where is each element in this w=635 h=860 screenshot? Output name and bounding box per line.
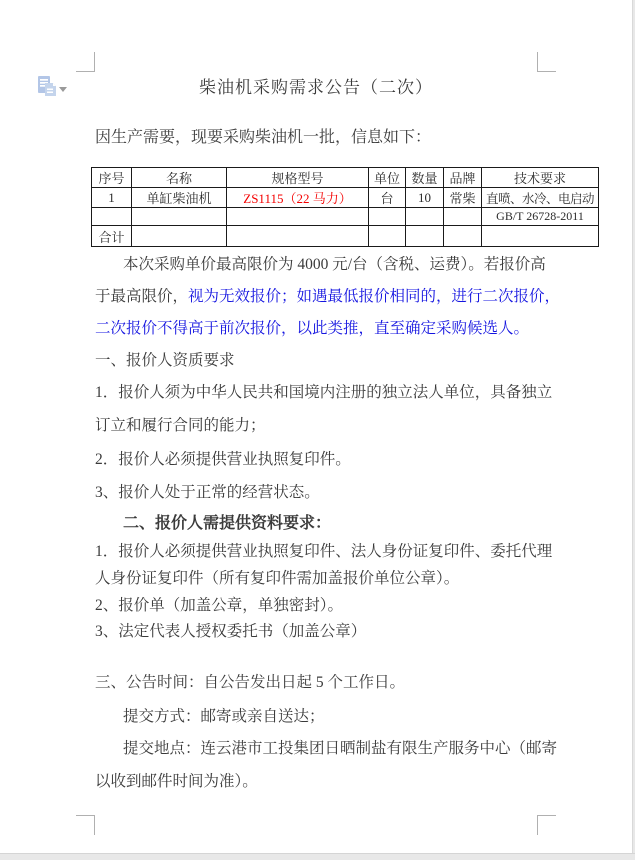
section-3-line: 提交方式：邮寄或亲自送达；: [123, 708, 325, 725]
section-1-line: 2．报价人必须提供营业执照复印件。: [95, 451, 351, 468]
table-cell: 10: [406, 188, 444, 208]
section-2-line: 3、法定代表人授权委托书（加盖公章）: [95, 623, 367, 640]
table-cell: [444, 226, 482, 247]
page-title: 柴油机采购需求公告（二次）: [199, 78, 433, 97]
price-line-2-black: 于最高限价，: [95, 288, 189, 305]
table-cell: 合计: [92, 226, 132, 247]
table-header-cell: 单位: [369, 168, 406, 188]
table-header-row: [92, 168, 599, 188]
table-cell-tech: 直喷、水冷、电启动: [482, 188, 599, 208]
intro-paragraph: 因生产需要，现要采购柴油机一批，信息如下：: [95, 129, 432, 146]
table-cell: [482, 226, 599, 247]
clipboard-paste-icon: [36, 75, 56, 102]
table-header-cell: 技术要求: [482, 168, 599, 188]
table-cell: 台: [369, 188, 406, 208]
table-cell: 常柴: [444, 188, 482, 208]
price-paragraph-line-1: 本次采购单价最高限价为 4000 元/台（含税、运费）。若报价高: [123, 256, 546, 273]
table-row-total: [92, 226, 599, 247]
table-cell: [227, 208, 369, 226]
table-header-cell: 品牌: [444, 168, 482, 188]
table-cell: [92, 208, 132, 226]
section-2-heading: 二、报价人需提供资料要求：: [123, 515, 332, 532]
section-2-line: 2、报价单（加盖公章，单独密封）。: [95, 597, 344, 614]
margin-crop-mark-top-left: [76, 52, 95, 72]
section-2-line: 1．报价人必须提供营业执照复印件、法人身份证复印件、委托代理: [95, 543, 553, 560]
table-cell: [406, 208, 444, 226]
section-1-heading: 一、报价人资质要求: [95, 352, 235, 369]
table-header-cell: 数量: [406, 168, 444, 188]
price-paragraph-line-3: 二次报价不得高于前次报价，以此类推，直至确定采购候选人。: [95, 320, 530, 337]
table-header-cell: 序号: [92, 168, 132, 188]
paste-options-button[interactable]: [36, 76, 70, 100]
table-cell: [369, 226, 406, 247]
table-cell: 1: [92, 188, 132, 208]
section-3-line: 提交地点：连云港市工投集团日晒制盐有限生产服务中心（邮寄: [123, 740, 558, 757]
procurement-table: [91, 167, 599, 247]
price-paragraph-line-2: [95, 287, 560, 306]
table-header-cell: 规格型号: [227, 168, 369, 188]
section-2-line: 人身份证复印件（所有复印件需加盖报价单位公章）。: [95, 570, 460, 587]
margin-crop-mark-top-right: [537, 52, 556, 72]
table-cell-spec: ZS1115（22 马力）: [227, 188, 369, 208]
section-1-line: 3、报价人处于正常的经营状态。: [95, 484, 320, 501]
table-cell: [406, 226, 444, 247]
section-1-line: 订立和履行合同的能力；: [95, 417, 266, 434]
table-header-cell: 名称: [132, 168, 227, 188]
margin-crop-mark-bottom-right: [537, 815, 556, 835]
section-1-line: 1．报价人须为中华人民共和国境内注册的独立法人单位，具备独立: [95, 384, 553, 401]
margin-crop-mark-bottom-left: [76, 815, 95, 835]
table-cell: [444, 208, 482, 226]
table-cell: [227, 226, 369, 247]
page-edge-bottom: [0, 853, 635, 860]
table-cell: [132, 226, 227, 247]
table-row: [92, 208, 599, 226]
table-cell: 单缸柴油机: [132, 188, 227, 208]
table-row: [92, 188, 599, 208]
table-cell: [369, 208, 406, 226]
section-3-heading: 三、公告时间：自公告发出日起 5 个工作日。: [95, 674, 406, 691]
section-3-line: 以收到邮件时间为准）。: [95, 773, 258, 790]
price-line-2-blue: 视为无效报价；如遇最低报价相同的，进行二次报价，: [188, 288, 561, 305]
table-cell: [132, 208, 227, 226]
chevron-down-icon: [59, 87, 67, 92]
table-cell-standard: GB/T 26728-2011: [482, 208, 599, 226]
